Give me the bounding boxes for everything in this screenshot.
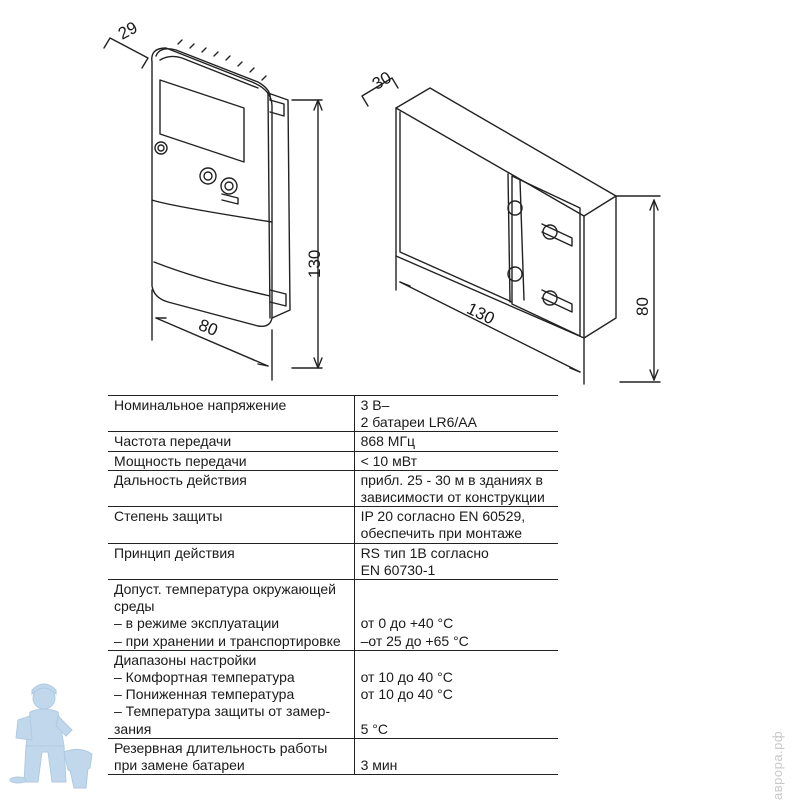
spec-param-cell bbox=[108, 470, 354, 506]
technical-drawing bbox=[0, 0, 800, 395]
spec-value-cell bbox=[354, 580, 558, 651]
spec-row bbox=[108, 470, 558, 506]
spec-value-cell bbox=[354, 396, 558, 432]
spec-value-line: 2 батареи LR6/AA bbox=[360, 414, 477, 431]
spec-value-line bbox=[361, 652, 552, 669]
spec-value-line bbox=[361, 598, 552, 615]
spec-row bbox=[108, 396, 558, 432]
spec-value-cell bbox=[354, 543, 558, 579]
spec-value-cell bbox=[354, 738, 558, 774]
spec-param-line: – Пониженная температура bbox=[114, 686, 295, 703]
spec-value-line bbox=[361, 703, 552, 720]
spec-value-cell bbox=[354, 507, 558, 543]
spec-param-cell bbox=[108, 543, 354, 579]
dim-left-width: 80 bbox=[195, 315, 221, 341]
plumber-mascot-icon bbox=[2, 680, 102, 795]
dim-left-depth: 29 bbox=[114, 17, 141, 44]
spec-param-line: Принцип действия bbox=[114, 544, 235, 561]
spec-value-line bbox=[361, 581, 552, 598]
spec-param-line: Диапазоны настройки bbox=[114, 651, 257, 668]
spec-param-line: – при хранении и транспортировке bbox=[114, 632, 341, 649]
dim-right-width: 130 bbox=[463, 298, 498, 329]
spec-param-cell bbox=[108, 580, 354, 651]
spec-value-cell bbox=[354, 650, 558, 738]
spec-param-line: Дальность действия bbox=[114, 471, 247, 488]
watermark-text: аврора.рф bbox=[770, 730, 785, 800]
spec-value-cell bbox=[354, 451, 558, 470]
spec-value-line: прибл. 25 - 30 м в зданиях в bbox=[360, 471, 543, 488]
spec-value-line: от 10 до 40 °C bbox=[360, 669, 453, 686]
site-watermark bbox=[770, 690, 798, 800]
spec-row bbox=[108, 650, 558, 738]
spec-value-cell bbox=[354, 432, 558, 451]
spec-value-line: от 0 до +40 °C bbox=[360, 615, 454, 632]
spec-value-line: 868 МГц bbox=[360, 433, 416, 450]
spec-param-cell bbox=[108, 507, 354, 543]
specification-table-body bbox=[108, 396, 558, 775]
spec-value-cell bbox=[354, 470, 558, 506]
spec-param-cell bbox=[108, 738, 354, 774]
spec-value-line: 3 В– bbox=[360, 397, 390, 413]
spec-value-line: от 10 до 40 °C bbox=[360, 686, 453, 703]
spec-row bbox=[108, 738, 558, 774]
spec-param-line: Частота передачи bbox=[114, 433, 232, 450]
spec-param-cell bbox=[108, 396, 354, 432]
spec-param-line: среды bbox=[114, 598, 155, 615]
spec-value-line bbox=[361, 740, 552, 757]
spec-value-line: 5 °C bbox=[360, 720, 388, 737]
spec-value-line: < 10 мВт bbox=[360, 452, 417, 469]
spec-param-line: Резервная длительность работы bbox=[114, 739, 328, 756]
spec-value-line: IP 20 согласно EN 60529, bbox=[360, 508, 526, 525]
spec-param-line: зания bbox=[114, 720, 152, 737]
spec-param-line: – в режиме эксплуатации bbox=[114, 615, 280, 632]
spec-row bbox=[108, 580, 558, 651]
spec-param-line: Степень защиты bbox=[114, 508, 223, 525]
spec-value-line: зависимости от конструкции bbox=[360, 489, 545, 506]
spec-value-line: обеспечить при монтаже bbox=[360, 525, 523, 542]
spec-param-cell bbox=[108, 432, 354, 451]
spec-param-line: – Температура защиты от замер- bbox=[114, 703, 331, 720]
spec-value-line: EN 60730-1 bbox=[360, 561, 436, 578]
spec-param-cell bbox=[108, 451, 354, 470]
dim-right-depth: 30 bbox=[368, 67, 395, 94]
spec-value-line: RS тип 1B согласно bbox=[360, 544, 489, 561]
spec-param-line: Номинальное напряжение bbox=[114, 397, 287, 413]
dim-left-height: 130 bbox=[305, 249, 324, 278]
spec-param-cell bbox=[108, 650, 354, 738]
specification-table bbox=[108, 395, 558, 775]
spec-param-line: Мощность передачи bbox=[114, 452, 247, 469]
spec-row bbox=[108, 543, 558, 579]
spec-param-line: – Комфортная температура bbox=[114, 669, 295, 686]
spec-param-line: при замене батареи bbox=[114, 757, 245, 774]
spec-row bbox=[108, 432, 558, 451]
spec-param-line: Допуст. температура окружающей bbox=[114, 581, 336, 598]
dim-right-height: 80 bbox=[633, 297, 652, 316]
spec-value-line: 3 мин bbox=[360, 757, 398, 774]
device-back-view bbox=[362, 78, 660, 384]
spec-value-line: –от 25 до +65 °C bbox=[360, 632, 469, 649]
spec-row bbox=[108, 507, 558, 543]
spec-row bbox=[108, 451, 558, 470]
